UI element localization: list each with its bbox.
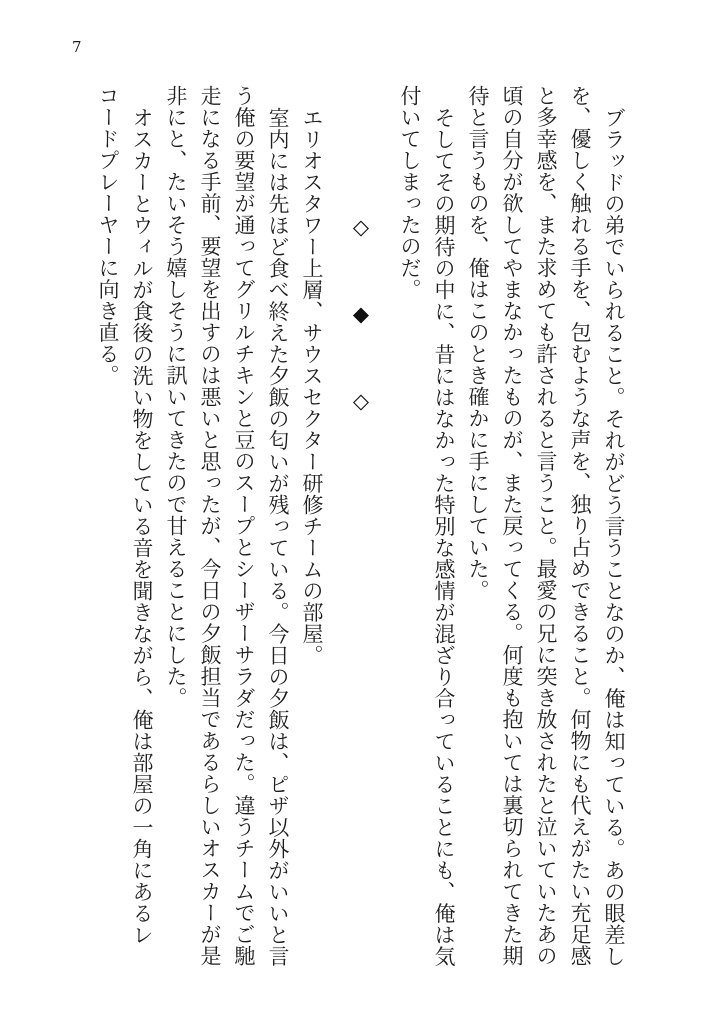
section-divider: ◇ ◆ ◇: [349, 215, 373, 434]
paragraph-5: オスカーとウィルが食後の洗い物をしている音を聞きながら、俺は部屋の一角にあるレコードプレーヤーに向き直る。: [96, 85, 154, 945]
paragraph-4: 室内には先ほど食べ終えた夕飯の匂いが残っている。今日の夕飯は、ピザ以外がいいと言う俺の要望が通ってグリルチキンと豆のスープとシーザーサラダだった。違うチームでご馳走になる手前、要望を出すのは悪いと思ったが、今日の夕飯担当であるらしいオスカーが是非にと、たいそう嬉しそうに訊いてきたので甘えることにした。: [164, 85, 290, 967]
paragraph-3: エリオスタワー上層、サウスセクター研修チームの部屋。: [300, 106, 324, 666]
paragraph-1: ブラッドの弟でいられること。それがどう言うことなのか、俺は知っている。あの眼差しを、優しく触れる手を、包むような声を、独り占めできること。何物にも代えがたい充足感と多幸感を、また求めても許されると言うこと。最愛の兄に突き放されたと泣いていたあの頃の自分が欲してやまなかったものが、また戻ってくる。何度も抱いては裏切られてきた期待と言うものを、俺はこのとき確かに手にしていた。: [466, 85, 626, 967]
text-area: [91, 85, 631, 971]
page-number: 7: [72, 38, 82, 56]
paragraph-2: そしてその期待の中に、昔にはなかった特別な感情が混ざり合っていることにも、俺は気付いてしまったのだ。: [398, 85, 456, 967]
